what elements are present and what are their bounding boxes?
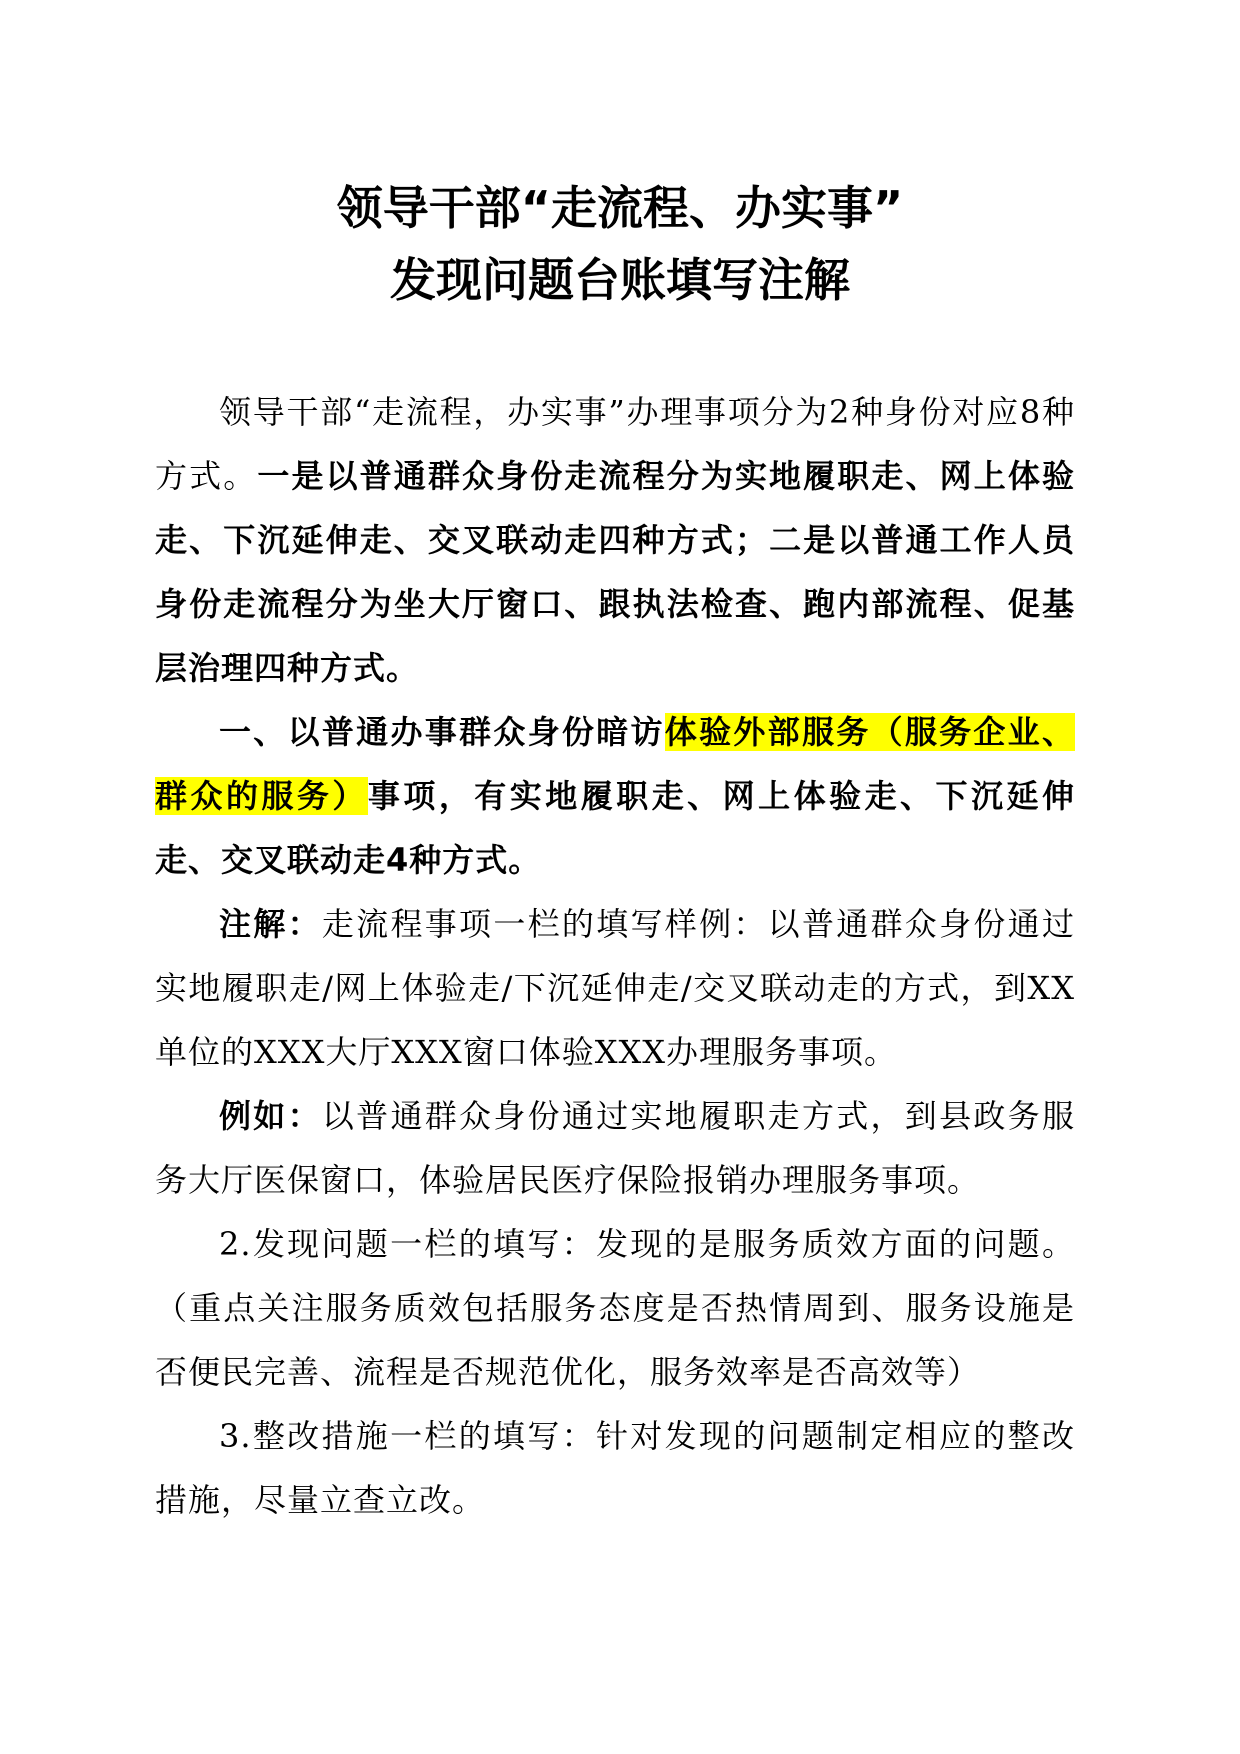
example-text: 以普通群众身份通过实地履职走方式，到县政务服务大厅医保窗口，体验居民医疗保险报销办理服务事项。 (155, 1097, 1075, 1199)
annotation-label: 注解： (219, 905, 322, 943)
paragraph-rectification: 3.整改措施一栏的填写：针对发现的问题制定相应的整改措施，尽量立查立改。 (155, 1417, 1075, 1519)
paragraph-section-one (155, 700, 1075, 892)
paragraph-example (155, 1084, 1075, 1212)
example-label: 例如： (219, 1097, 322, 1135)
intro-normal-text: 领导干部“走流程，办实事”办理事项分为2种身份对应8种方式。 (155, 393, 1075, 495)
document-title-line-1: 领导干部“走流程、办实事” (336, 181, 904, 235)
section-one-highlight: 体验外部服务（服务企业、群众的服务） (155, 713, 1075, 815)
paragraph-intro (155, 380, 1075, 700)
section-one-lead: 一、以普通办事群众身份暗访 (219, 713, 665, 751)
annotation-text: 走流程事项一栏的填写样例：以普通群众身份通过实地履职走/网上体验走/下沉延伸走/交叉联动走的方式，到XX单位的XXX大厅XXX窗口体验XXX办理服务事项。 (155, 905, 1075, 1071)
document-body (155, 380, 1075, 1532)
intro-bold-text: 一是以普通群众身份走流程分为实地履职走、网上体验走、下沉延伸走、交叉联动走四种方式；二是以普通工作人员身份走流程分为坐大厅窗口、跟执法检查、跑内部流程、促基层治理四种方式。 (155, 457, 1075, 687)
document-title-line-2: 发现问题台账填写注解 (390, 253, 850, 307)
paragraph-annotation (155, 892, 1075, 1084)
paragraph-problems: 2.发现问题一栏的填写：发现的是服务质效方面的问题。（重点关注服务质效包括服务态度是否热情周到、服务设施是否便民完善、流程是否规范优化，服务效率是否高效等） (155, 1225, 1075, 1391)
section-one-tail: 事项，有实地履职走、网上体验走、下沉延伸走、交叉联动走4种方式。 (155, 777, 1075, 879)
